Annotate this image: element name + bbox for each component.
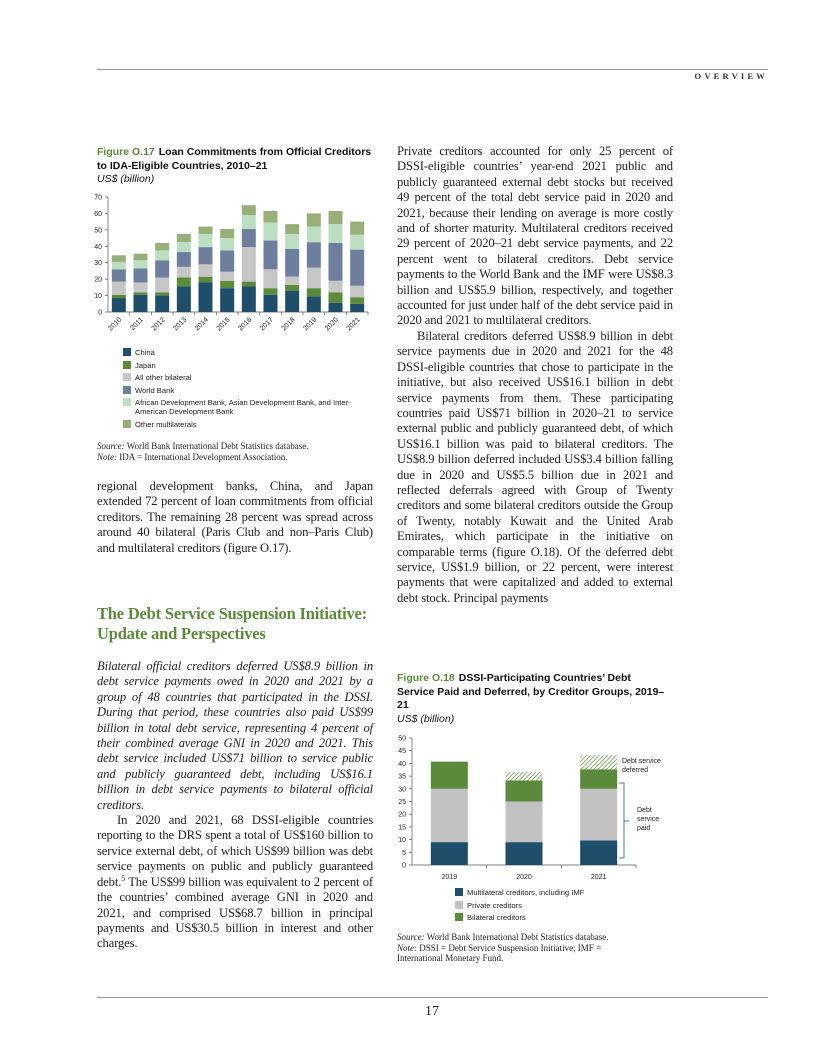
note-text: IDA = International Development Association.	[119, 451, 288, 462]
left-column-bottom	[97, 659, 373, 952]
bar-segment	[112, 269, 126, 281]
legend-label: World Bank	[135, 385, 175, 395]
y-tick-label: 25	[398, 799, 406, 806]
legend-swatch	[123, 348, 131, 356]
legend-label: African Development Bank, Asian Development Bank, and Inter-American Development Bank	[135, 398, 351, 416]
paragraph-text: The US$99 billion was equivalent to 2 percent of the countries’ combined average GNI in 2020 and 2021, and comprised US$68.7 billion in principal payments and US$30.5 billion in interest and other charges.	[97, 874, 373, 951]
bar-segment	[134, 292, 148, 294]
bar-segment	[285, 285, 299, 291]
bar-segment	[155, 296, 169, 312]
legend-item	[455, 913, 655, 922]
x-tick-label: 2019	[302, 316, 319, 333]
y-tick-label: 0	[98, 309, 102, 317]
x-tick-label: 2019	[441, 874, 458, 881]
bar-segment	[220, 250, 234, 271]
bar-segment	[199, 277, 213, 283]
legend-label: China	[135, 348, 155, 357]
bar-segment	[199, 282, 213, 312]
figure-18-source	[397, 932, 687, 964]
bottom-rule	[97, 997, 768, 998]
bar-segment	[350, 297, 364, 304]
legend-item	[123, 386, 363, 395]
legend-swatch	[455, 913, 463, 921]
bar-segment	[506, 780, 543, 801]
legend-item	[123, 348, 363, 357]
annotation-deferred	[622, 758, 661, 774]
bar-segment	[112, 282, 126, 295]
annotation-line: Debt service	[622, 758, 661, 765]
bar-segment	[431, 762, 468, 789]
bar-segment	[350, 235, 364, 250]
bar-segment	[177, 287, 191, 312]
bar-segment	[431, 789, 468, 842]
bar-segment	[506, 842, 543, 865]
y-tick-label: 70	[94, 194, 102, 202]
legend-item	[123, 373, 363, 382]
note-text: DSSI = Debt Service Suspension Initiative; IMF = International Monetary Fund.	[397, 942, 602, 963]
right-column	[397, 144, 673, 606]
bar-segment	[199, 227, 213, 234]
annotation-line: paid	[637, 825, 651, 832]
bar-segment	[329, 303, 343, 312]
bar-segment	[307, 288, 321, 296]
y-tick-label: 15	[398, 824, 406, 832]
summary-paragraph: Bilateral official creditors deferred US$8.9 billion in debt service payments owed in 2020 and 2021 by a group of 48 countries that participated in the DSSI. During that period, these countries also paid US$99 billion in total debt service, representing 4 percent of their combined average GNI in 2020 and 2021. This debt service included US$71 billion to service public and publicly guaranteed debt, including US$16.1 billion in debt service payments to bilateral official creditors.	[97, 659, 373, 812]
annotation-paid	[637, 807, 659, 832]
bar-segment	[431, 842, 468, 865]
bar-segment	[199, 234, 213, 247]
y-tick-label: 20	[94, 276, 102, 284]
bar-segment	[329, 224, 343, 243]
bar-segment	[155, 243, 169, 250]
bar-segment	[329, 243, 343, 281]
bar-segment	[329, 292, 343, 303]
source-text: World Bank International Debt Statistics database.	[426, 932, 609, 942]
bar-segment	[350, 222, 364, 235]
legend-swatch	[123, 361, 131, 369]
legend-label: Other multilaterals	[135, 419, 197, 429]
bar-segment	[177, 278, 191, 287]
x-tick-label: 2016	[237, 316, 254, 333]
figure-17-legend	[123, 348, 363, 432]
source-label: Source:	[97, 441, 125, 451]
bar-segment	[112, 295, 126, 298]
bar-segment	[285, 277, 299, 285]
bar-segment	[329, 281, 343, 293]
bar-segment	[134, 268, 148, 282]
running-head: OVERVIEW	[694, 71, 768, 81]
x-tick-label: 2018	[280, 316, 297, 333]
y-tick-label: 40	[94, 243, 102, 251]
legend-swatch	[455, 901, 463, 909]
bar-segment	[155, 278, 169, 293]
bar-segment	[155, 250, 169, 260]
y-tick-label: 0	[402, 862, 406, 870]
figure-17-number: Figure O.17	[97, 146, 155, 158]
paragraph	[97, 813, 373, 952]
bar-segment	[264, 241, 278, 270]
x-tick-label: 2021	[590, 874, 607, 881]
paragraph-text: In 2020 and 2021, 68 DSSI-eligible countries reporting to the DRS spent a total of US$160 billion to service external debt, of which US$99 billion was debt service payments on public and publicly guaranteed debt.	[97, 813, 373, 889]
y-tick-label: 5	[402, 849, 406, 857]
top-rule	[97, 69, 768, 70]
bar-segment	[134, 254, 148, 261]
x-tick-label: 2020	[323, 316, 340, 333]
figure-17-unit: US$ (billion)	[97, 173, 155, 185]
legend-item	[455, 901, 655, 910]
bar-segment	[112, 255, 126, 262]
bar-segment	[220, 229, 234, 238]
bar-segment	[285, 234, 299, 249]
bar-segment	[177, 242, 191, 252]
figure-18-title-text: DSSI-Participating Countries’ Debt Service Paid and Deferred, by Creditor Groups, 2019–21	[397, 672, 665, 711]
figure-17-chart	[85, 190, 375, 345]
annotation-line: deferred	[622, 767, 649, 774]
x-tick-label: 2015	[215, 316, 232, 333]
bar-segment	[350, 304, 364, 312]
bar-segment	[220, 238, 234, 250]
note-label: Note:	[397, 942, 417, 953]
bar-segment	[199, 264, 213, 276]
legend-item	[123, 420, 363, 429]
bar-segment	[506, 802, 543, 843]
bar-segment	[307, 268, 321, 289]
y-tick-label: 30	[94, 260, 102, 268]
bar-segment	[242, 229, 256, 247]
y-tick-label: 50	[398, 735, 406, 743]
bar-segment	[285, 224, 299, 234]
bar-segment	[134, 260, 148, 268]
y-tick-label: 60	[94, 210, 102, 218]
bar-segment	[264, 211, 278, 223]
figure-17-source	[97, 441, 387, 462]
bar-segment	[350, 286, 364, 298]
bar-segment	[264, 222, 278, 240]
legend-item	[455, 888, 655, 897]
left-column-top	[97, 479, 373, 556]
legend-label: All other bilateral	[135, 373, 192, 382]
x-tick-label: 2020	[516, 874, 532, 881]
y-tick-label: 35	[398, 773, 406, 781]
bar-segment	[307, 296, 321, 312]
bar-segment	[242, 247, 256, 282]
figure-18-legend	[455, 888, 655, 926]
bar-segment	[220, 288, 234, 312]
bar-segment	[112, 262, 126, 269]
figure-17-title-text: Loan Commitments from Official Creditors to IDA-Eligible Countries, 2010–21	[97, 146, 372, 172]
bar-segment	[177, 267, 191, 278]
paragraph: regional development banks, China, and Japan extended 72 percent of loan commitments from official creditors. The remaining 28 percent was spread across around 40 bilateral (Paris Club and non–Paris Club) and multilateral creditors (figure O.17).	[97, 479, 373, 555]
bar-segment	[177, 234, 191, 242]
section-heading: The Debt Service Suspension Initiative: Update and Perspectives	[97, 604, 367, 643]
bar-segment	[155, 260, 169, 277]
figure-18-title	[397, 672, 667, 726]
bar-segment	[134, 282, 148, 292]
legend-swatch	[455, 888, 463, 896]
x-tick-label: 2011	[129, 316, 145, 333]
figure-17-title	[97, 146, 377, 187]
paid-bracket	[619, 783, 629, 858]
bar-segment	[242, 287, 256, 312]
y-tick-label: 30	[398, 786, 406, 794]
legend-swatch	[123, 386, 131, 394]
bar-segment	[307, 227, 321, 243]
y-tick-label: 10	[398, 837, 406, 845]
bar-segment	[177, 252, 191, 267]
figure-18-chart	[395, 730, 695, 885]
bar-segment	[285, 291, 299, 312]
legend-label: Private creditors	[467, 900, 522, 910]
bar-segment	[307, 242, 321, 267]
y-tick-label: 40	[398, 760, 406, 768]
bar-segment	[580, 769, 617, 789]
legend-swatch	[123, 373, 131, 381]
bar-segment	[112, 298, 126, 312]
footnote-ref[interactable]: 5	[121, 873, 126, 883]
bar-segment	[350, 250, 364, 286]
y-tick-label: 10	[94, 293, 102, 301]
bar-segment	[242, 215, 256, 229]
bar-segment	[242, 205, 256, 215]
bar-segment	[134, 295, 148, 312]
x-tick-label: 2013	[172, 316, 189, 333]
bar-segment	[220, 281, 234, 288]
x-tick-label: 2012	[150, 316, 167, 333]
legend-swatch	[123, 420, 131, 428]
bar-segment	[307, 213, 321, 226]
paragraph: Bilateral creditors deferred US$8.9 billion in debt service payments due in 2020 and 2021 for the 48 DSSI-eligible countries that chose to participate in the initiative, but also received US$16.1 billion in debt service payments from them. These participating countries paid US$71 billion in 2020–21 to service external public and publicly guaranteed debt, of which US$16.1 billion was paid to bilateral creditors. The US$8.9 billion deferred included US$3.4 billion falling due in 2020 and US$5.5 billion due in 2021 and reflected deferrals agreed with Group of Twenty creditors and some bilateral creditors outside the Group of Twenty, notably Kuwait and the United Arab Emirates, which participate in the initiative on comparable terms (figure O.18). Of the deferred debt service, US$1.9 billion, or 22 percent, were interest payments that were capitalized and added to external debt stock. Principal payments	[397, 328, 673, 605]
source-label: Source:	[397, 932, 425, 942]
bar-segment	[506, 772, 543, 781]
figure-18-number: Figure O.18	[397, 672, 455, 684]
legend-label: Multilateral creditors, including IMF	[467, 888, 585, 897]
bar-segment	[580, 840, 617, 865]
y-tick-label: 50	[94, 227, 102, 235]
bar-segment	[285, 249, 299, 277]
legend-swatch	[123, 398, 131, 406]
x-tick-label: 2010	[107, 316, 124, 333]
legend-item	[123, 361, 363, 370]
page-number: 17	[425, 1004, 439, 1019]
bar-segment	[220, 272, 234, 281]
bar-segment	[264, 288, 278, 295]
figure-18-unit: US$ (billion)	[397, 712, 455, 725]
x-tick-label: 2014	[193, 316, 210, 333]
x-tick-label: 2017	[258, 316, 275, 333]
legend-label: Bilateral creditors	[467, 913, 526, 922]
bar-segment	[155, 292, 169, 295]
legend-label: Japan	[135, 360, 156, 370]
bar-segment	[199, 247, 213, 264]
bar-segment	[580, 755, 617, 769]
y-tick-label: 20	[398, 811, 406, 819]
annotation-line: service	[637, 816, 660, 823]
annotation-line: Debt	[637, 807, 652, 814]
bar-segment	[242, 282, 256, 287]
note-label: Note:	[97, 451, 117, 462]
paragraph: Private creditors accounted for only 25 percent of DSSI-eligible countries’ year-end 2021 public and publicly guaranteed external debt stocks but received 49 percent of the total debt service paid in 2020 and 2021, because their lending on average is more costly and of shorter maturity. Multilateral creditors received 29 percent of 2020–21 debt service payments, and 22 percent went to bilateral creditors. Debt service payments to the World Bank and the IMF were US$8.3 billion and US$5.9 billion, respectively, and together accounted for just under half of the debt service paid in 2020 and 2021 to multilateral creditors.	[397, 144, 673, 328]
y-tick-label: 45	[398, 748, 406, 756]
bar-segment	[580, 789, 617, 841]
bar-segment	[264, 269, 278, 288]
source-text: World Bank International Debt Statistics database.	[126, 441, 309, 451]
legend-item	[123, 398, 363, 416]
x-tick-label: 2021	[345, 316, 362, 333]
bar-segment	[264, 295, 278, 312]
bar-segment	[329, 211, 343, 224]
